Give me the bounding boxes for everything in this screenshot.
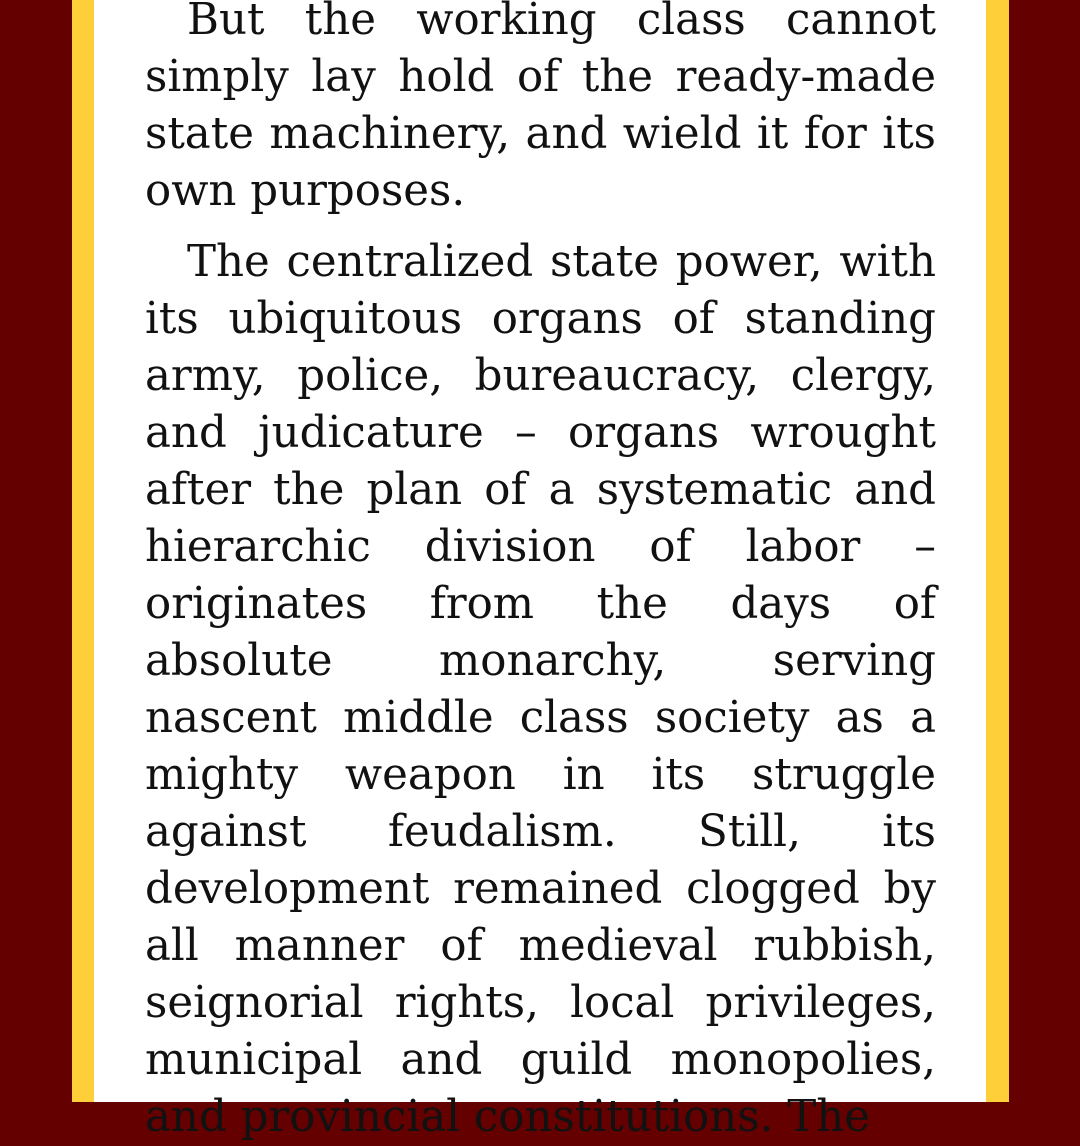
- paragraph-2: The centralized state power, with its ubiquitous organs of standing army, police, bureaucracy, clergy, and judicature – organs wrought after the plan of a systematic and hierarchic division of labor – originates from the days of absolute monarchy, serving nascent middle class society as a mighty weapon in its struggle against feudalism. Still, its development remained clogged by all manner of medieval rubbish, seignorial rights, local privileges, municipal and guild monopolies, and provincial constitutions. The: [145, 237, 936, 1142]
- paragraph-1: But the working class cannot simply lay hold of the ready-made state machinery, and wield it for its own purposes.: [145, 0, 936, 216]
- reading-page[interactable]: [94, 0, 986, 1142]
- page-text: [145, 0, 936, 1146]
